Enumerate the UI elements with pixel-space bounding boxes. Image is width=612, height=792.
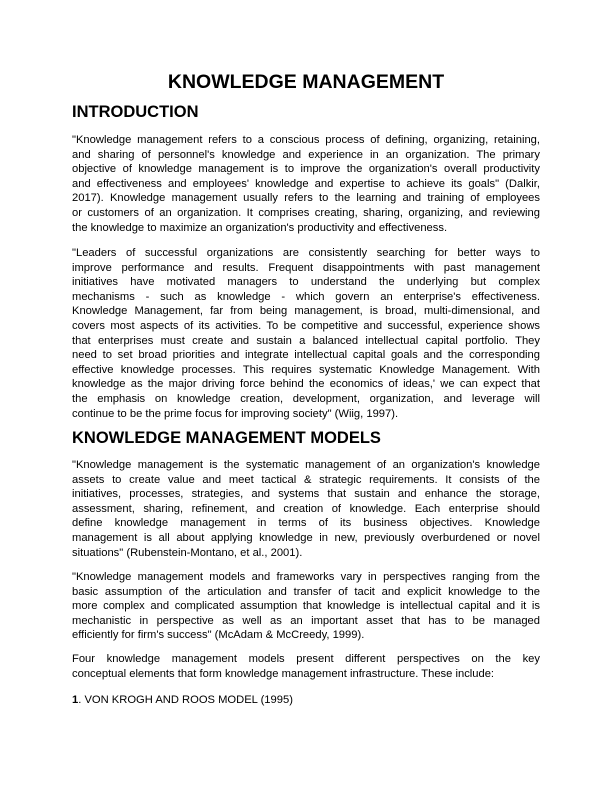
paragraph-line: initiatives have motivated managers to understand the underlying but complex (72, 276, 540, 289)
paragraph-line: that enterprises must create and sustain a balanced intellectual capital portfolio. They (72, 334, 540, 347)
document-title: KNOWLEDGE MANAGEMENT (167, 71, 445, 93)
paragraph-line: assessment, sharing, refinement, and creation of knowledge. Each enterprise should (72, 502, 540, 515)
paragraph-line: the knowledge to maximize an organization's productivity and effectiveness. (72, 221, 448, 234)
section-heading-introduction: INTRODUCTION (72, 103, 199, 121)
paragraph-line: initiatives, processes, strategies, and systems that sustain and enhance the storage, (72, 488, 540, 501)
list-item-number: 1 (72, 694, 79, 706)
paragraph-line: conceptual elements that form knowledge management infrastructure. These include: (72, 667, 495, 680)
paragraph-line: improve performance and results. Frequent disappointments with past management (72, 261, 540, 274)
paragraph (72, 570, 540, 643)
paragraph-line: "Knowledge management refers to a conscious process of defining, organizing, retaining, (72, 134, 540, 146)
paragraph-line: mechanisms - such as knowledge - which govern an enterprise's effectiveness. (72, 290, 540, 303)
section-heading-models: KNOWLEDGE MANAGEMENT MODELS (72, 429, 381, 447)
paragraph-line: covers most aspects of its activities. To be competitive and successful, experience shows (72, 319, 540, 332)
paragraph-line: basic assumption of the articulation and transfer of tacit and explicit knowledge to the (72, 585, 540, 598)
paragraph-line: "Leaders of successful organizations are consistently searching for better ways to (72, 247, 540, 259)
paragraph-line: Knowledge Management, far from being management, is broad, multi-dimensional, and (72, 305, 540, 318)
paragraph-line: and sharing of personnel's knowledge and experience in an organization. The primary (72, 148, 540, 161)
paragraph-line: or customers of an organization. It comprises creating, sharing, organizing, and reviewing (72, 206, 540, 219)
paragraph (72, 458, 540, 560)
paragraph-line: "Knowledge management is the systematic management of an organization's knowledge (72, 459, 540, 471)
list-item (72, 694, 540, 706)
paragraph-line: need to set broad priorities and integrate intellectual capital goals and the corresponding (72, 349, 540, 362)
paragraph-line: mechanistic in perspective as well as an important asset that has to be managed (72, 614, 540, 627)
paragraph-line: management is all about applying knowledge in new, previously overburdened or novel (72, 531, 540, 544)
paragraph-line: define knowledge management in terms of its business objectives. Knowledge (72, 517, 540, 530)
paragraph-line: effective knowledge processes. This requires systematic Knowledge Management. With (72, 363, 540, 376)
paragraph (72, 652, 540, 681)
paragraph (72, 133, 540, 235)
paragraph-line: situations" (Rubenstein-Montano, et al., 2001). (72, 546, 303, 559)
paragraph-line: continue to be the prime focus for improving society" (Wiig, 1997). (72, 407, 399, 420)
paragraph-line: the emphasis on knowledge creation, development, organization, and leverage will (72, 392, 540, 405)
paragraph-line: "Knowledge management models and frameworks vary in perspectives ranging from the (72, 571, 540, 583)
paragraph-line: objective of knowledge management is to improve the organization's overall productivity (72, 163, 540, 176)
paragraph-line: efficiently for firm's success" (McAdam & McCreedy, 1999). (72, 629, 365, 642)
paragraph-line: more complex and complicated assumption that knowledge is intellectual capital and it is (72, 600, 540, 613)
paragraph-line: assets to create value and meet tactical & strategic requirements. It consists of the (72, 473, 540, 486)
paragraph-line: knowledge as the major driving force behind the economics of ideas,' we can expect that (72, 378, 540, 391)
paragraph-line: and effectiveness and employees' knowledge and expertise to achieve its goals" (Dalkir, (72, 177, 540, 190)
paragraph-line: Four knowledge management models present different perspectives on the key (72, 653, 540, 665)
paragraph-line: 2017). Knowledge management usually refers to the learning and training of employees (72, 192, 540, 205)
paragraph (72, 246, 540, 421)
list-item-text: . VON KROGH AND ROOS MODEL (1995) (78, 694, 293, 706)
